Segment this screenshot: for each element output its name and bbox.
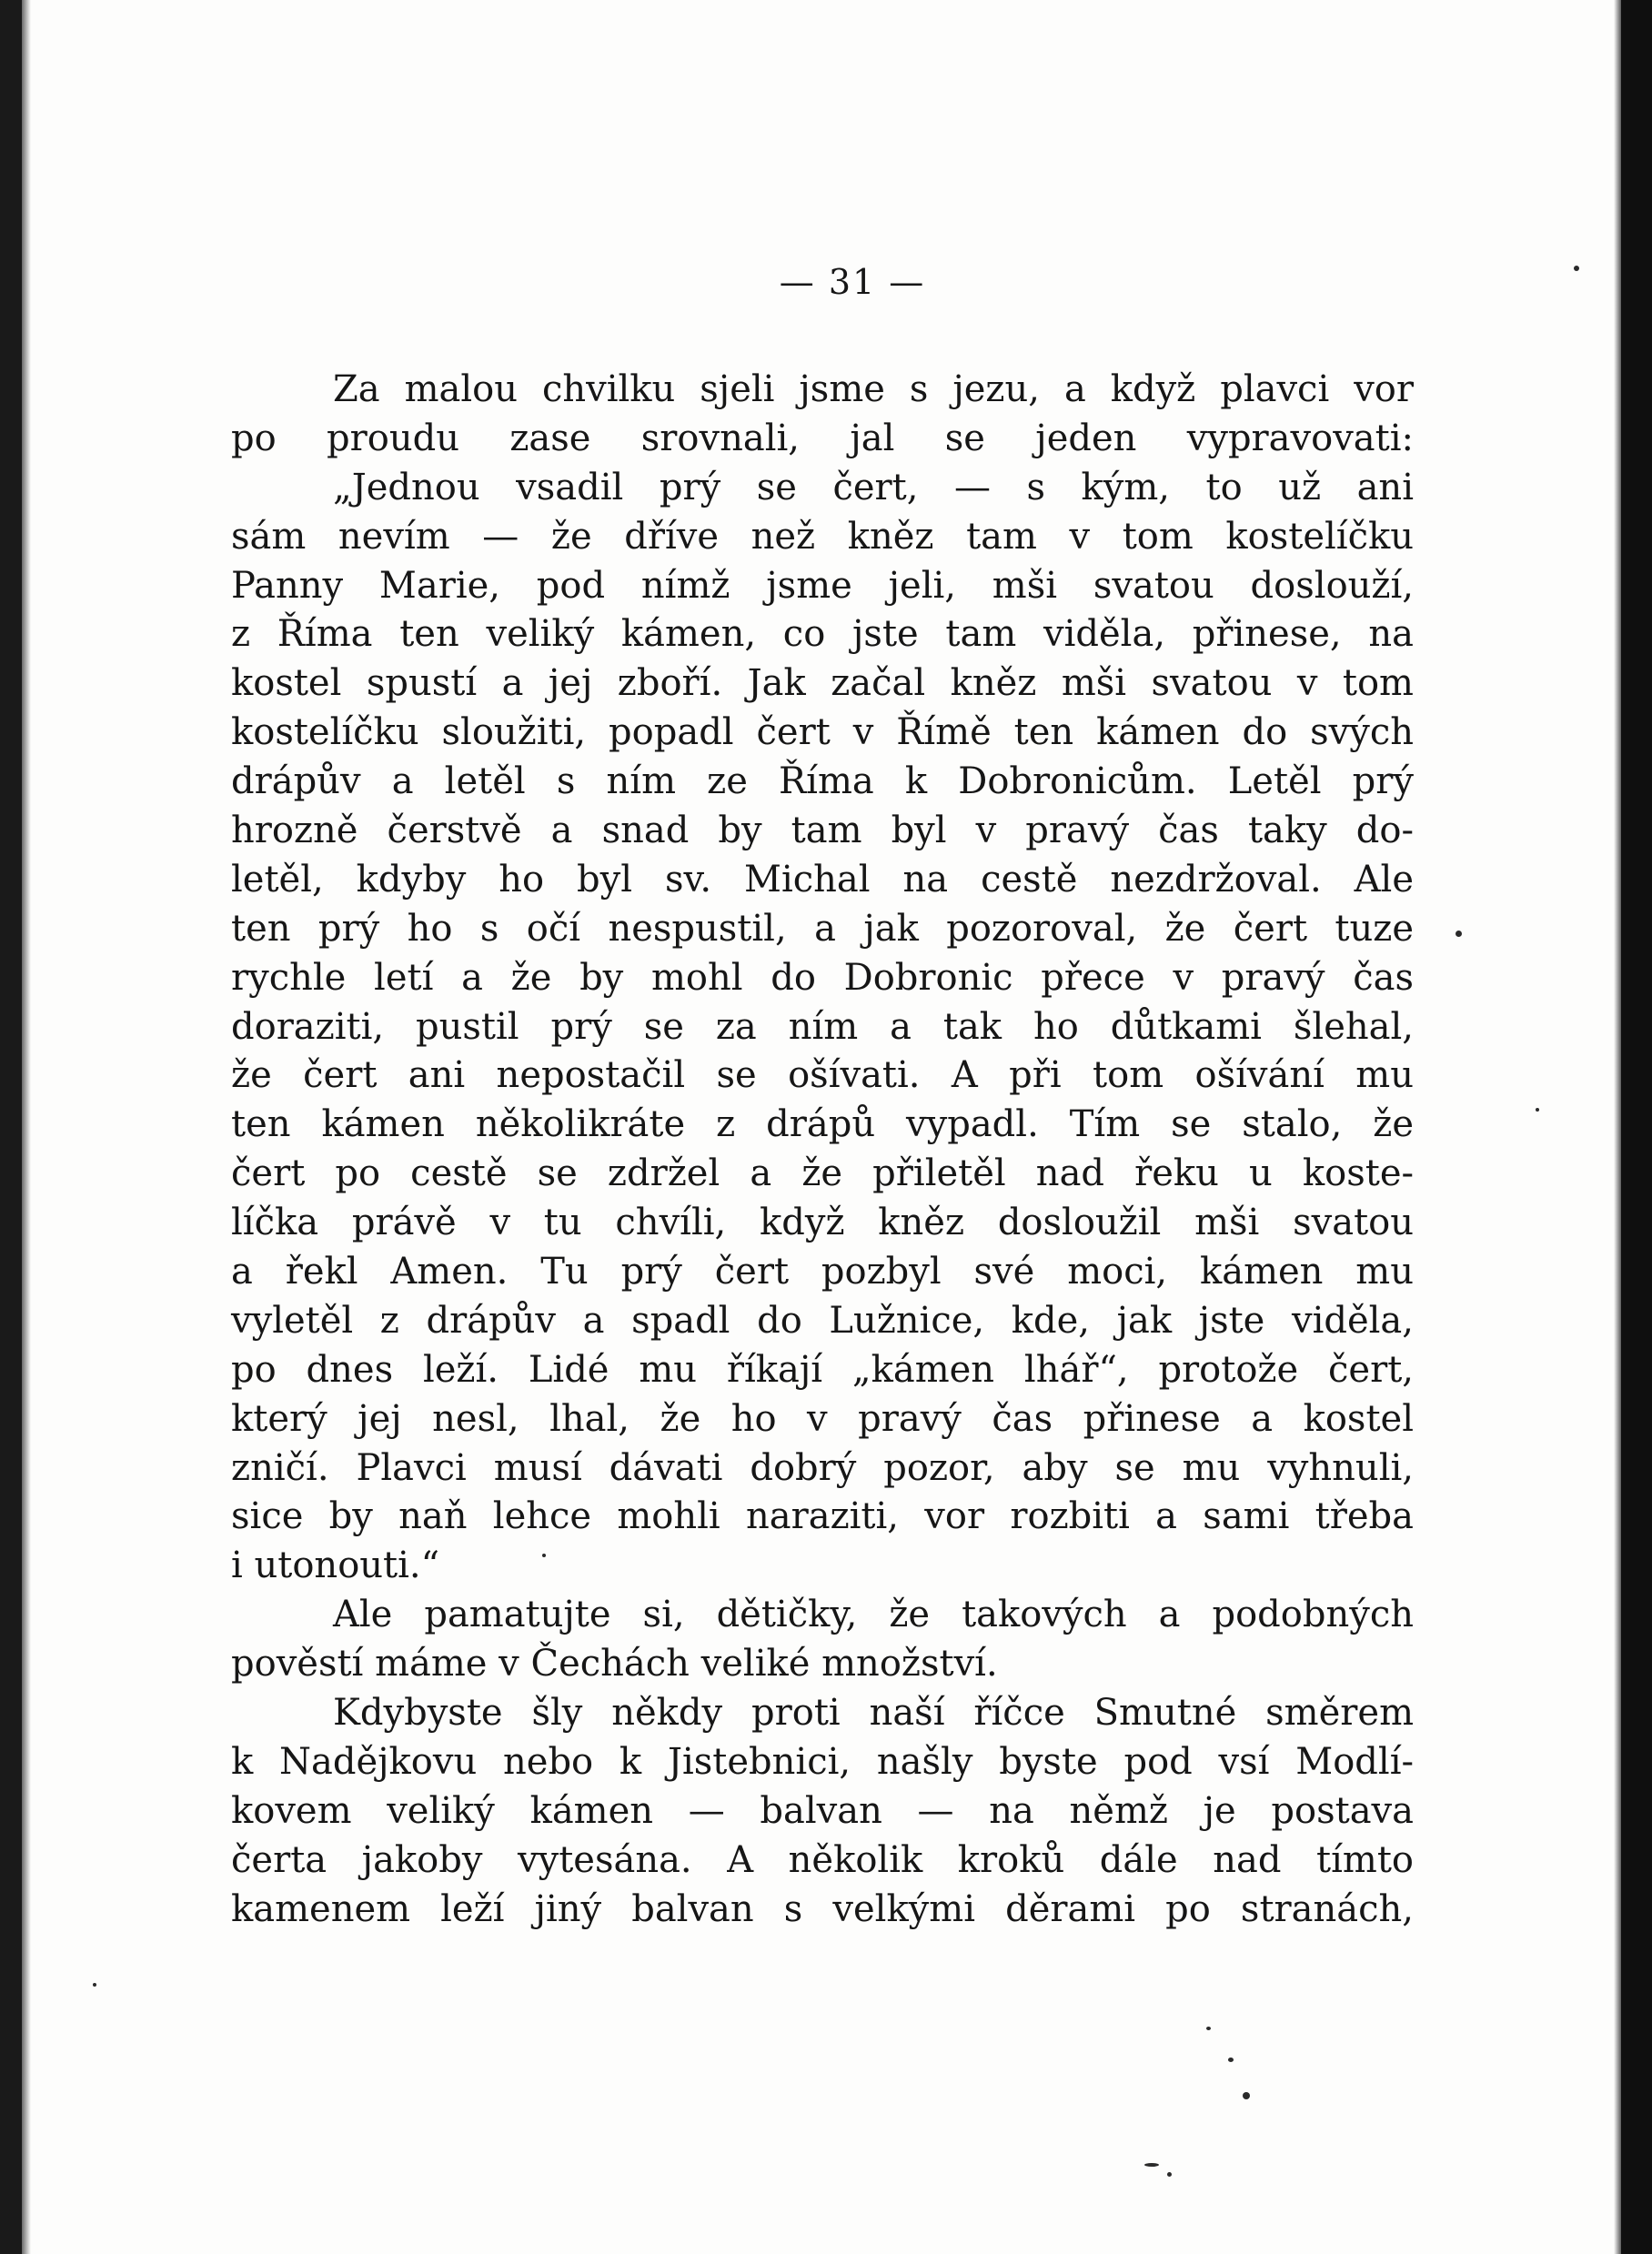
scan-speck xyxy=(93,1983,96,1987)
text-line: sám nevím — že dříve než kněz tam v tom kostelíčku xyxy=(231,515,1414,558)
text-line: kamenem leží jiný balvan s velkými děrami po stranách, xyxy=(231,1887,1414,1930)
text-line: letěl, kdyby ho byl sv. Michal na cestě nezdržoval. Ale xyxy=(231,858,1414,901)
text-line: sice by naň lehce mohli naraziti, vor rozbiti a sami třeba xyxy=(231,1495,1414,1538)
text-line: i utonouti.“ xyxy=(231,1545,440,1587)
text-line: čerta jakoby vytesána. A několik kroků dále nad tímto xyxy=(231,1838,1414,1881)
scan-speck xyxy=(1144,2163,1159,2167)
text-line: z Říma ten veliký kámen, co jste tam viděla, přinese, na xyxy=(231,613,1414,656)
scan-edge-left-shadow xyxy=(22,0,31,2254)
text-line: drápův a letěl s ním ze Říma k Dobronicům. Letěl prý xyxy=(231,760,1414,803)
scan-speck xyxy=(1574,266,1579,271)
scan-speck xyxy=(1206,2027,1211,2030)
scan-edge-right-shadow xyxy=(1614,0,1621,2254)
text-line: hrozně čerstvě a snad by tam byl v pravý čas taky do- xyxy=(231,810,1414,852)
text-line: Ale pamatujte si, dětičky, že takových a podobných xyxy=(333,1594,1414,1636)
text-line: k Nadějkovu nebo k Jistebnici, našly byste pod vsí Modlí- xyxy=(231,1740,1414,1783)
text-line: kostelíčku sloužiti, popadl čert v Římě ten kámen do svých xyxy=(231,711,1414,754)
scan-speck xyxy=(1243,2092,1250,2099)
text-line: po dnes leží. Lidé mu říkají „kámen lhář“, protože čert, xyxy=(231,1348,1414,1391)
text-line: ten prý ho s očí nespustil, a jak pozoroval, že čert tuze xyxy=(231,907,1414,950)
text-line: zničí. Plavci musí dávati dobrý pozor, aby se mu vyhnuli, xyxy=(231,1446,1414,1489)
text-line: kostel spustí a jej zboří. Jak začal kněz mši svatou v tom xyxy=(231,662,1414,705)
text-line: vyletěl z drápův a spadl do Lužnice, kde, jak jste viděla, xyxy=(231,1299,1414,1342)
scan-edge-left xyxy=(0,0,22,2254)
text-line: Kdybyste šly někdy proti naší říčce Smutné směrem xyxy=(333,1692,1414,1735)
scan-speck xyxy=(1536,1108,1539,1112)
text-line: čert po cestě se zdržel a že přiletěl nad řeku u koste- xyxy=(231,1152,1414,1195)
scan-speck xyxy=(1167,2172,1172,2177)
text-line: rychle letí a že by mohl do Dobronic přece v pravý čas xyxy=(231,956,1414,999)
text-line: ten kámen několikráte z drápů vypadl. Tím se stalo, že xyxy=(231,1103,1414,1146)
text-line: že čert ani nepostačil se ošívati. A při tom ošívání mu xyxy=(231,1054,1414,1097)
scan-speck xyxy=(542,1554,546,1557)
page-number: — 31 — xyxy=(779,262,926,302)
text-line: pověstí máme v Čechách veliké množství. xyxy=(231,1643,998,1685)
text-line: Za malou chvilku sjeli jsme s jezu, a když plavci vor xyxy=(333,368,1414,410)
text-line: který jej nesl, lhal, že ho v pravý čas přinese a kostel xyxy=(231,1397,1414,1440)
text-line: po proudu zase srovnali, jal se jeden vypravovati: xyxy=(231,417,1414,459)
text-line: kovem veliký kámen — balvan — na němž je postava xyxy=(231,1789,1414,1832)
scan-edge-right xyxy=(1621,0,1652,2254)
scan-speck xyxy=(1456,931,1462,937)
text-line: doraziti, pustil prý se za ním a tak ho důtkami šlehal, xyxy=(231,1005,1414,1048)
body-text xyxy=(231,366,1414,1935)
scan-speck xyxy=(1228,2058,1234,2062)
text-line: a řekl Amen. Tu prý čert pozbyl své moci, kámen mu xyxy=(231,1251,1414,1293)
text-line: „Jednou vsadil prý se čert, — s kým, to už ani xyxy=(333,466,1414,508)
text-line: Panny Marie, pod nímž jsme jeli, mši svatou doslouží, xyxy=(231,564,1414,607)
text-line: líčka právě v tu chvíli, když kněz dosloužil mši svatou xyxy=(231,1202,1414,1244)
